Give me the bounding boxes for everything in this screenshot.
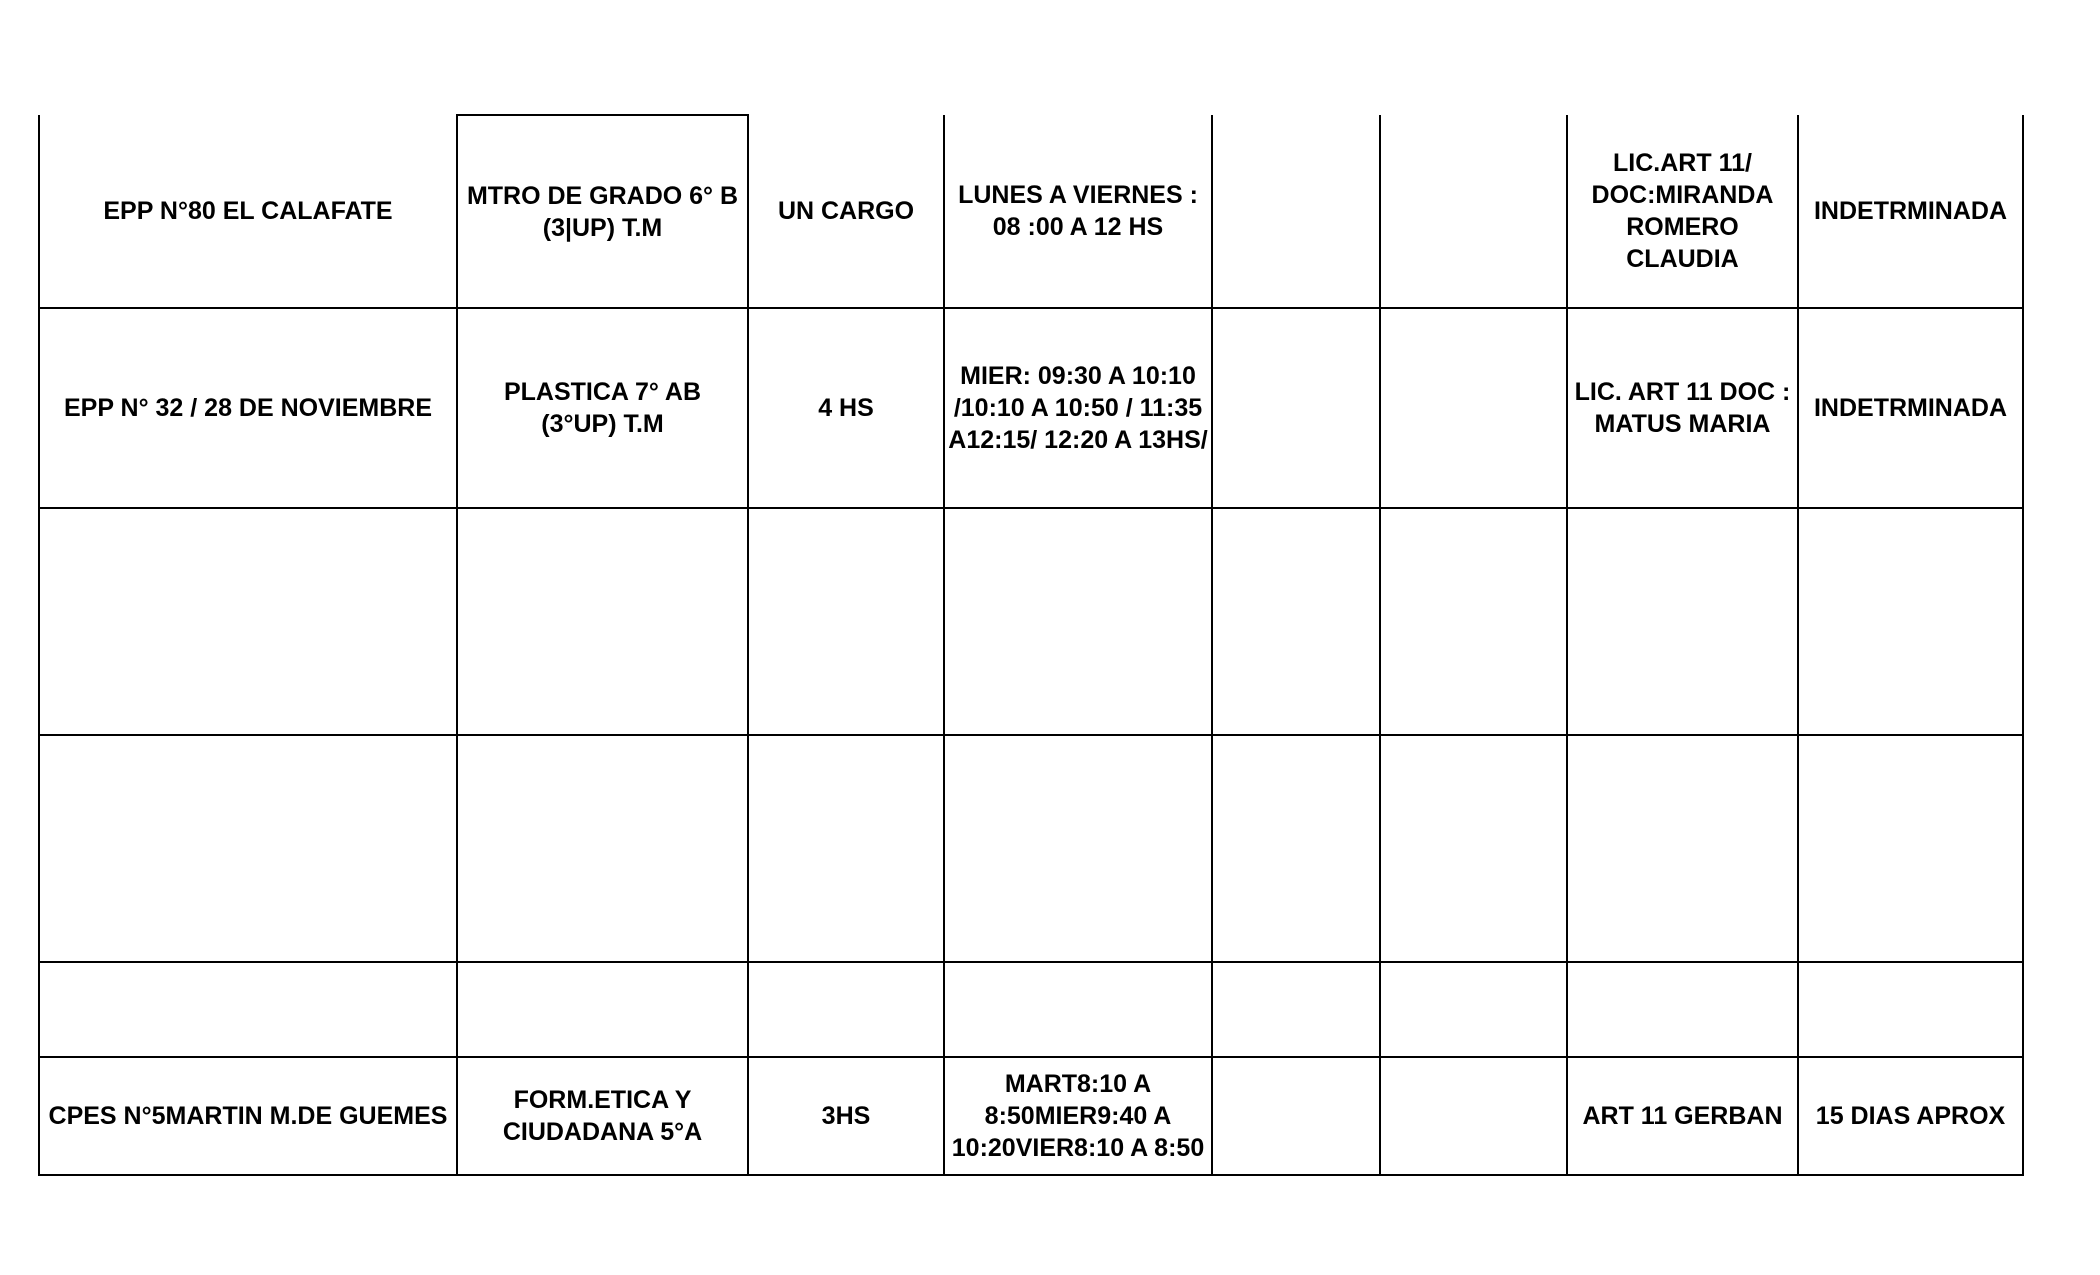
duration-cell: 15 DIAS APROX [1798,1057,2023,1175]
empty-cell [1212,1057,1380,1175]
license-cell: ART 11 GERBAN [1567,1057,1798,1175]
subject-cell: MTRO DE GRADO 6° B (3|UP) T.M [457,115,748,308]
table-row [39,115,2023,308]
school-cell [39,735,457,962]
hours-cell [748,735,944,962]
duration-cell: INDETRMINADA [1798,308,2023,508]
schedule-cell: MIER: 09:30 A 10:10 /10:10 A 10:50 / 11:35 A12:15/ 12:20 A 13HS/ [944,308,1212,508]
table-row [39,962,2023,1057]
schedule-cell [944,962,1212,1057]
empty-cell [1380,962,1567,1057]
license-cell: LIC. ART 11 DOC : MATUS MARIA [1567,308,1798,508]
empty-cell [1212,735,1380,962]
license-cell [1567,508,1798,735]
license-cell [1567,735,1798,962]
school-cell [39,962,457,1057]
subject-cell: FORM.ETICA Y CIUDADANA 5°A [457,1057,748,1175]
subject-cell [457,735,748,962]
subject-cell: PLASTICA 7° AB (3°UP) T.M [457,308,748,508]
empty-cell [1380,308,1567,508]
hours-cell: 4 HS [748,308,944,508]
table-row [39,735,2023,962]
schedule-cell: MART8:10 A 8:50MIER9:40 A 10:20VIER8:10 A 8:50 [944,1057,1212,1175]
subject-cell [457,962,748,1057]
school-cell [39,508,457,735]
empty-cell [1380,1057,1567,1175]
license-cell [1567,962,1798,1057]
duration-cell [1798,508,2023,735]
empty-cell [1212,308,1380,508]
school-cell: CPES N°5MARTIN M.DE GUEMES [39,1057,457,1175]
schedule-cell [944,508,1212,735]
schedule-cell: LUNES A VIERNES : 08 :00 A 12 HS [944,115,1212,308]
hours-cell [748,962,944,1057]
schedule-cell [944,735,1212,962]
hours-cell: 3HS [748,1057,944,1175]
empty-cell [1212,508,1380,735]
table-row [39,508,2023,735]
hours-cell: UN CARGO [748,115,944,308]
empty-cell [1380,508,1567,735]
license-cell: LIC.ART 11/ DOC:MIRANDA ROMERO CLAUDIA [1567,115,1798,308]
hours-cell [748,508,944,735]
duration-cell [1798,962,2023,1057]
empty-cell [1212,115,1380,308]
empty-cell [1380,115,1567,308]
duration-cell: INDETRMINADA [1798,115,2023,308]
empty-cell [1380,735,1567,962]
duration-cell [1798,735,2023,962]
schedule-table [38,114,2024,1176]
school-cell: EPP N° 32 / 28 DE NOVIEMBRE [39,308,457,508]
empty-cell [1212,962,1380,1057]
table-row [39,308,2023,508]
table-row [39,1057,2023,1175]
subject-cell [457,508,748,735]
school-cell: EPP N°80 EL CALAFATE [39,115,457,308]
